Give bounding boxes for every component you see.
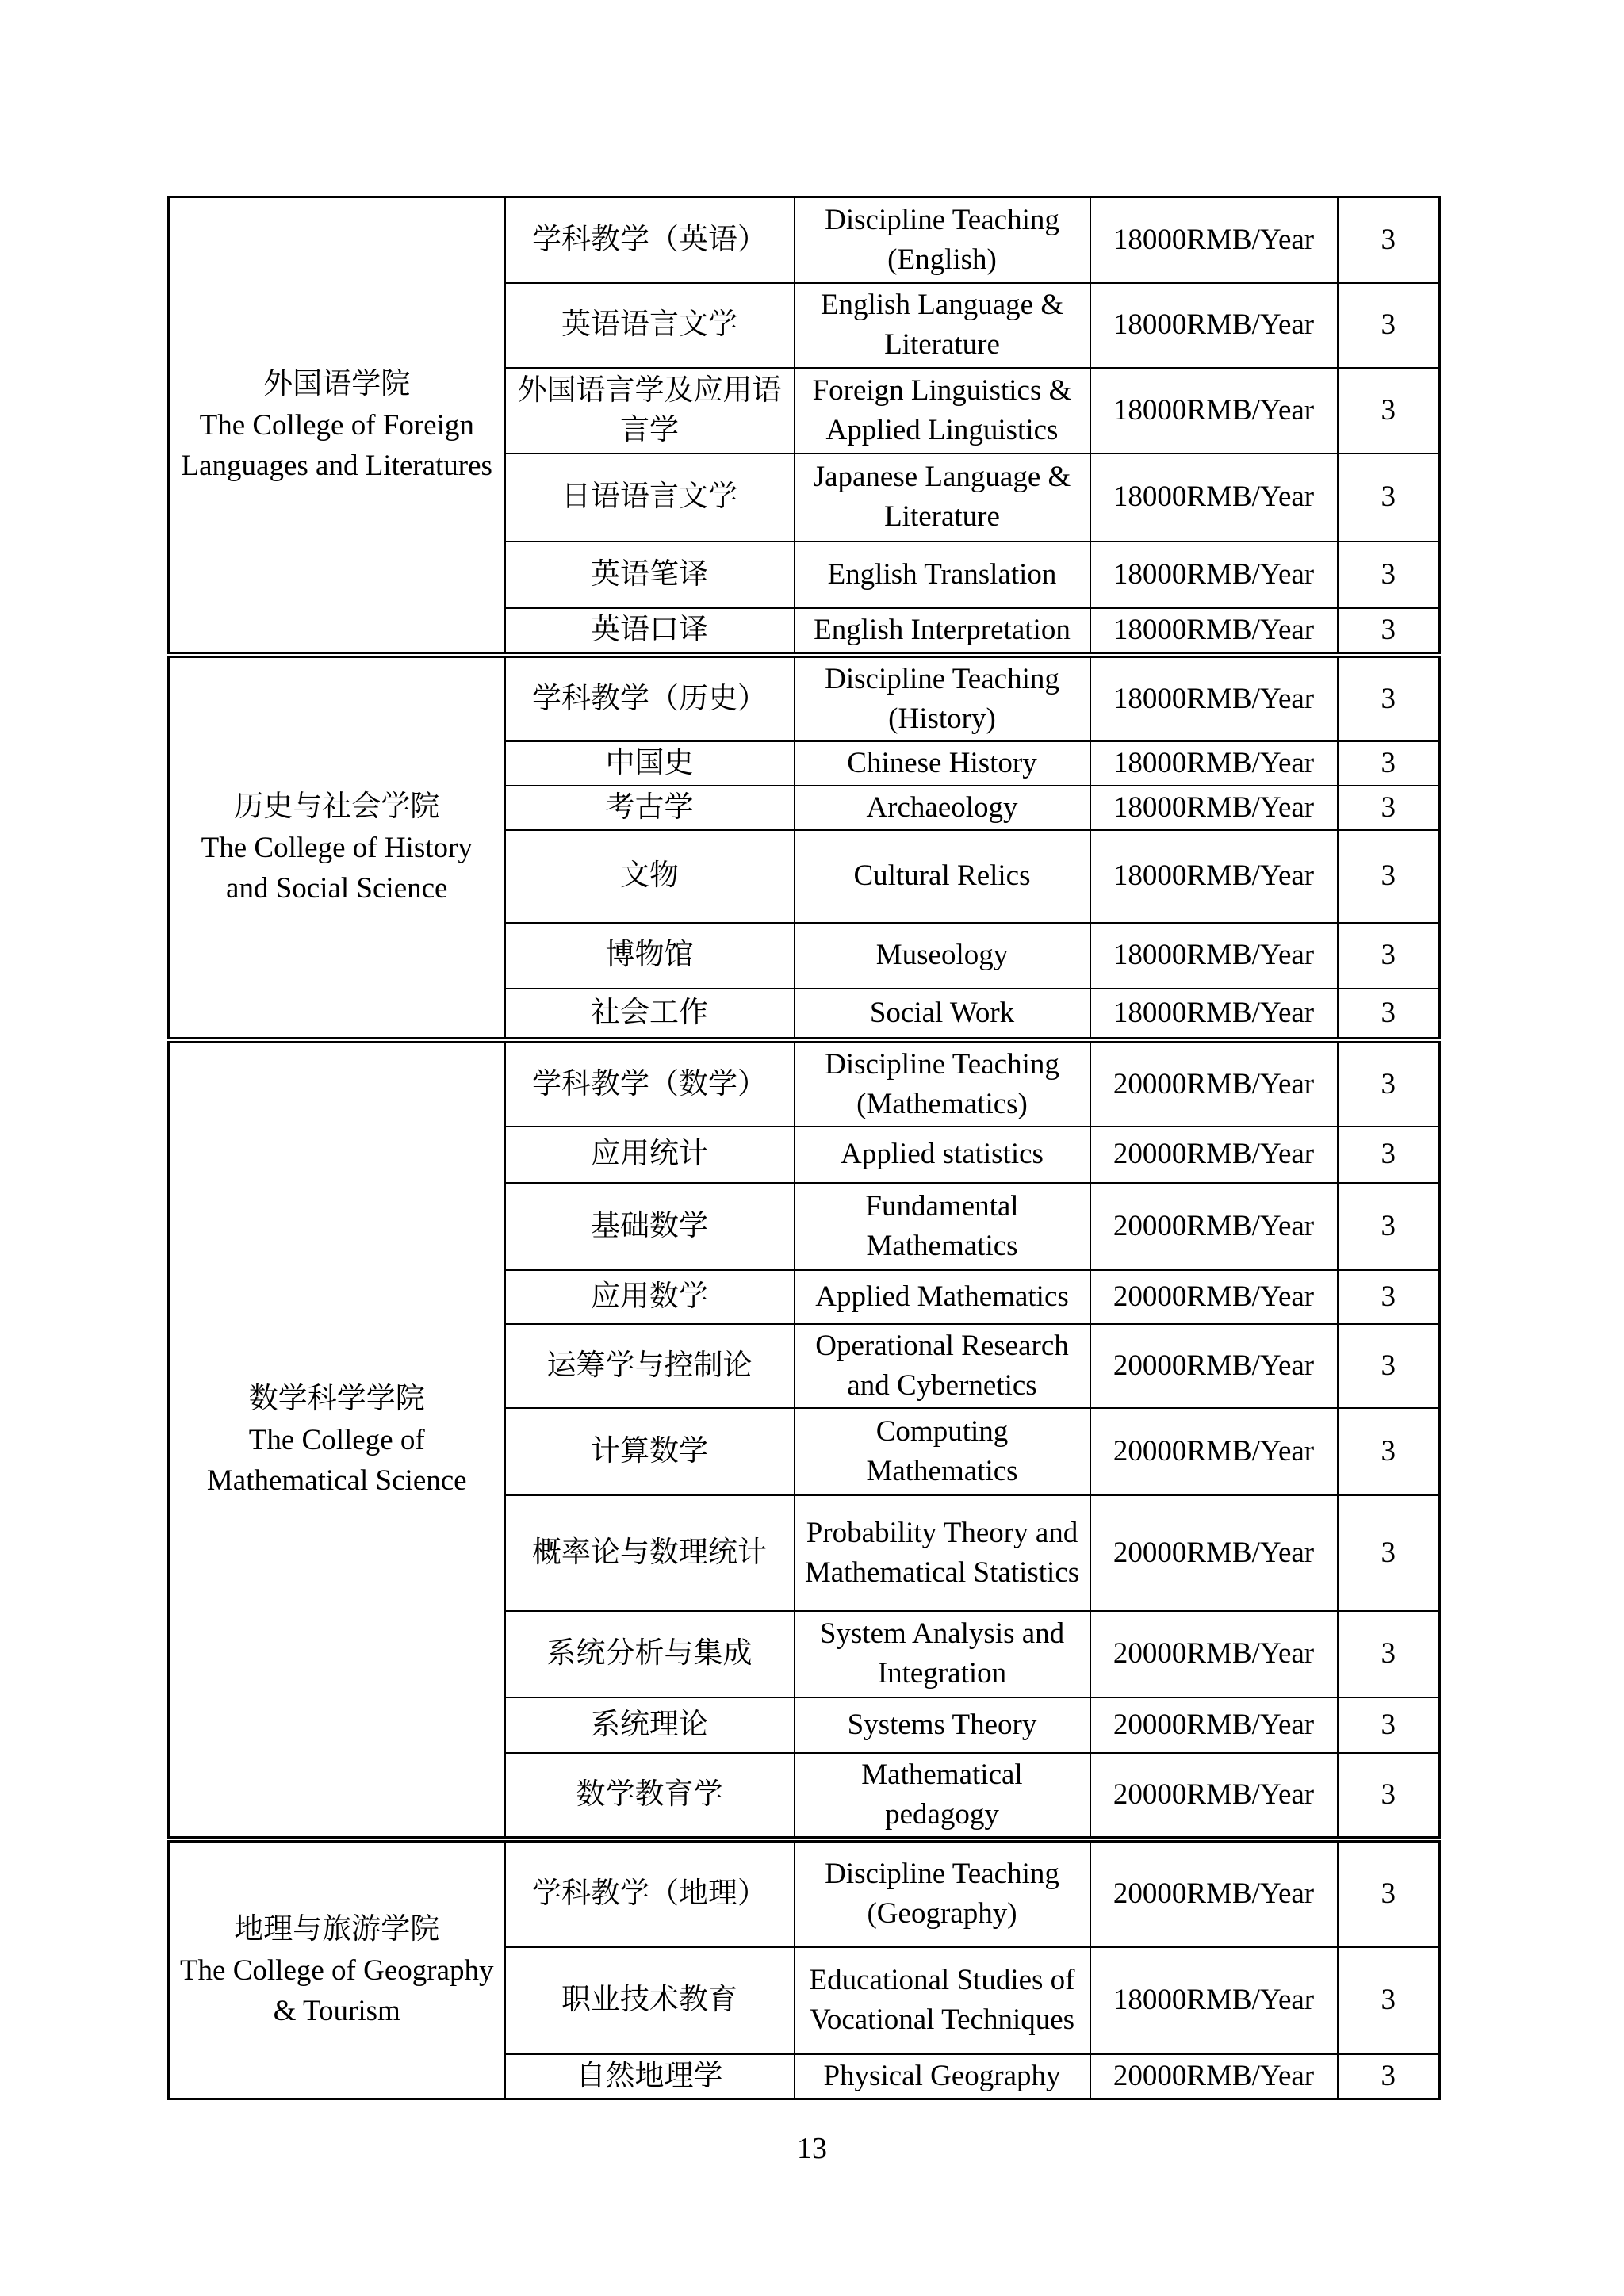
program-cn-cell: 计算数学 (505, 1408, 795, 1495)
program-cn-cell: 中国史 (505, 741, 795, 786)
program-en-cell: Chinese History (795, 741, 1090, 786)
college-name-en: The College of History and Social Science (201, 831, 473, 905)
years-cell: 3 (1338, 923, 1440, 989)
program-cn-cell: 考古学 (505, 786, 795, 830)
program-en-cell: Discipline Teaching (History) (795, 655, 1090, 741)
years-cell: 3 (1338, 368, 1440, 453)
program-cn-cell: 英语语言文学 (505, 283, 795, 368)
tuition-cell: 18000RMB/Year (1090, 786, 1338, 830)
tuition-cell: 20000RMB/Year (1090, 1408, 1338, 1495)
tuition-cell: 20000RMB/Year (1090, 1611, 1338, 1697)
program-row (169, 1040, 1440, 1127)
tuition-cell: 20000RMB/Year (1090, 2054, 1338, 2099)
program-cn-cell: 运筹学与控制论 (505, 1324, 795, 1408)
program-row (169, 1839, 1440, 1947)
college-name-cn: 数学科学学院 (248, 1382, 425, 1415)
years-cell: 3 (1338, 1127, 1440, 1183)
tuition-cell: 18000RMB/Year (1090, 541, 1338, 608)
program-en-cell: Cultural Relics (795, 830, 1090, 923)
years-cell: 3 (1338, 1040, 1440, 1127)
program-cn-cell: 应用统计 (505, 1127, 795, 1183)
tuition-cell: 20000RMB/Year (1090, 1040, 1338, 1127)
program-cn-cell: 系统理论 (505, 1697, 795, 1753)
tuition-cell: 18000RMB/Year (1090, 283, 1338, 368)
program-row (169, 655, 1440, 741)
college-name-en: The College of Geography & Tourism (179, 1954, 494, 2027)
program-cn-cell: 社会工作 (505, 989, 795, 1040)
years-cell: 3 (1338, 1183, 1440, 1270)
college-section (169, 655, 1440, 1040)
years-cell: 3 (1338, 786, 1440, 830)
college-name-cn: 外国语学院 (263, 367, 411, 400)
years-cell: 3 (1338, 1947, 1440, 2054)
college-cell (169, 197, 505, 655)
program-cn-cell: 文物 (505, 830, 795, 923)
program-cn-cell: 职业技术教育 (505, 1947, 795, 2054)
tuition-table (167, 196, 1441, 2100)
program-cn-cell: 博物馆 (505, 923, 795, 989)
tuition-cell: 20000RMB/Year (1090, 1127, 1338, 1183)
years-cell: 3 (1338, 1753, 1440, 1839)
years-cell: 3 (1338, 1839, 1440, 1947)
years-cell: 3 (1338, 283, 1440, 368)
years-cell: 3 (1338, 830, 1440, 923)
tuition-cell: 18000RMB/Year (1090, 830, 1338, 923)
tuition-cell: 20000RMB/Year (1090, 1270, 1338, 1324)
college-cell (169, 1040, 505, 1839)
tuition-cell: 20000RMB/Year (1090, 1324, 1338, 1408)
years-cell: 3 (1338, 1408, 1440, 1495)
tuition-cell: 18000RMB/Year (1090, 989, 1338, 1040)
years-cell: 3 (1338, 741, 1440, 786)
program-cn-cell: 概率论与数理统计 (505, 1495, 795, 1611)
tuition-cell: 18000RMB/Year (1090, 923, 1338, 989)
years-cell: 3 (1338, 541, 1440, 608)
tuition-cell: 20000RMB/Year (1090, 1753, 1338, 1839)
program-en-cell: Archaeology (795, 786, 1090, 830)
program-cn-cell: 英语口译 (505, 608, 795, 655)
program-en-cell: Discipline Teaching (English) (795, 197, 1090, 283)
tuition-cell: 20000RMB/Year (1090, 1183, 1338, 1270)
years-cell: 3 (1338, 655, 1440, 741)
years-cell: 3 (1338, 2054, 1440, 2099)
program-en-cell: Educational Studies of Vocational Techniques (795, 1947, 1090, 2054)
program-en-cell: Fundamental Mathematics (795, 1183, 1090, 1270)
college-section (169, 1839, 1440, 2099)
program-cn-cell: 日语语言文学 (505, 453, 795, 541)
program-en-cell: Applied statistics (795, 1127, 1090, 1183)
program-cn-cell: 自然地理学 (505, 2054, 795, 2099)
years-cell: 3 (1338, 1270, 1440, 1324)
college-cell (169, 1839, 505, 2099)
program-en-cell: System Analysis and Integration (795, 1611, 1090, 1697)
college-name-en: The College of Foreign Languages and Literatures (181, 408, 492, 482)
college-name-cn: 地理与旅游学院 (234, 1912, 440, 1946)
program-en-cell: Operational Research and Cybernetics (795, 1324, 1090, 1408)
college-section (169, 197, 1440, 655)
years-cell: 3 (1338, 608, 1440, 655)
years-cell: 3 (1338, 989, 1440, 1040)
program-en-cell: Museology (795, 923, 1090, 989)
program-en-cell: Discipline Teaching (Geography) (795, 1839, 1090, 1947)
program-cn-cell: 学科教学（地理） (505, 1839, 795, 1947)
program-en-cell: Computing Mathematics (795, 1408, 1090, 1495)
program-en-cell: Discipline Teaching (Mathematics) (795, 1040, 1090, 1127)
program-cn-cell: 英语笔译 (505, 541, 795, 608)
program-en-cell: Japanese Language & Literature (795, 453, 1090, 541)
tuition-cell: 18000RMB/Year (1090, 608, 1338, 655)
program-cn-cell: 系统分析与集成 (505, 1611, 795, 1697)
years-cell: 3 (1338, 1611, 1440, 1697)
program-en-cell: Physical Geography (795, 2054, 1090, 2099)
program-en-cell: Systems Theory (795, 1697, 1090, 1753)
college-cell (169, 655, 505, 1040)
tuition-cell: 18000RMB/Year (1090, 1947, 1338, 2054)
years-cell: 3 (1338, 197, 1440, 283)
program-en-cell: Mathematical pedagogy (795, 1753, 1090, 1839)
page-number: 13 (797, 2132, 827, 2165)
college-section (169, 1040, 1440, 1839)
program-en-cell: Foreign Linguistics & Applied Linguistics (795, 368, 1090, 453)
program-cn-cell: 学科教学（英语） (505, 197, 795, 283)
program-cn-cell: 学科教学（数学） (505, 1040, 795, 1127)
program-cn-cell: 基础数学 (505, 1183, 795, 1270)
years-cell: 3 (1338, 1495, 1440, 1611)
program-row (169, 197, 1440, 283)
college-name-en: The College of Mathematical Science (206, 1423, 467, 1497)
program-en-cell: Applied Mathematics (795, 1270, 1090, 1324)
program-en-cell: English Language & Literature (795, 283, 1090, 368)
program-en-cell: English Translation (795, 541, 1090, 608)
program-cn-cell: 外国语言学及应用语言学 (505, 368, 795, 453)
years-cell: 3 (1338, 1324, 1440, 1408)
years-cell: 3 (1338, 453, 1440, 541)
college-name-cn: 历史与社会学院 (234, 790, 440, 823)
program-en-cell: Probability Theory and Mathematical Statistics (795, 1495, 1090, 1611)
program-cn-cell: 学科教学（历史） (505, 655, 795, 741)
tuition-cell: 20000RMB/Year (1090, 1495, 1338, 1611)
program-cn-cell: 应用数学 (505, 1270, 795, 1324)
tuition-cell: 18000RMB/Year (1090, 453, 1338, 541)
program-en-cell: Social Work (795, 989, 1090, 1040)
tuition-cell: 18000RMB/Year (1090, 655, 1338, 741)
years-cell: 3 (1338, 1697, 1440, 1753)
program-en-cell: English Interpretation (795, 608, 1090, 655)
tuition-cell: 20000RMB/Year (1090, 1839, 1338, 1947)
tuition-cell: 20000RMB/Year (1090, 1697, 1338, 1753)
program-cn-cell: 数学教育学 (505, 1753, 795, 1839)
tuition-cell: 18000RMB/Year (1090, 368, 1338, 453)
tuition-cell: 18000RMB/Year (1090, 741, 1338, 786)
tuition-cell: 18000RMB/Year (1090, 197, 1338, 283)
